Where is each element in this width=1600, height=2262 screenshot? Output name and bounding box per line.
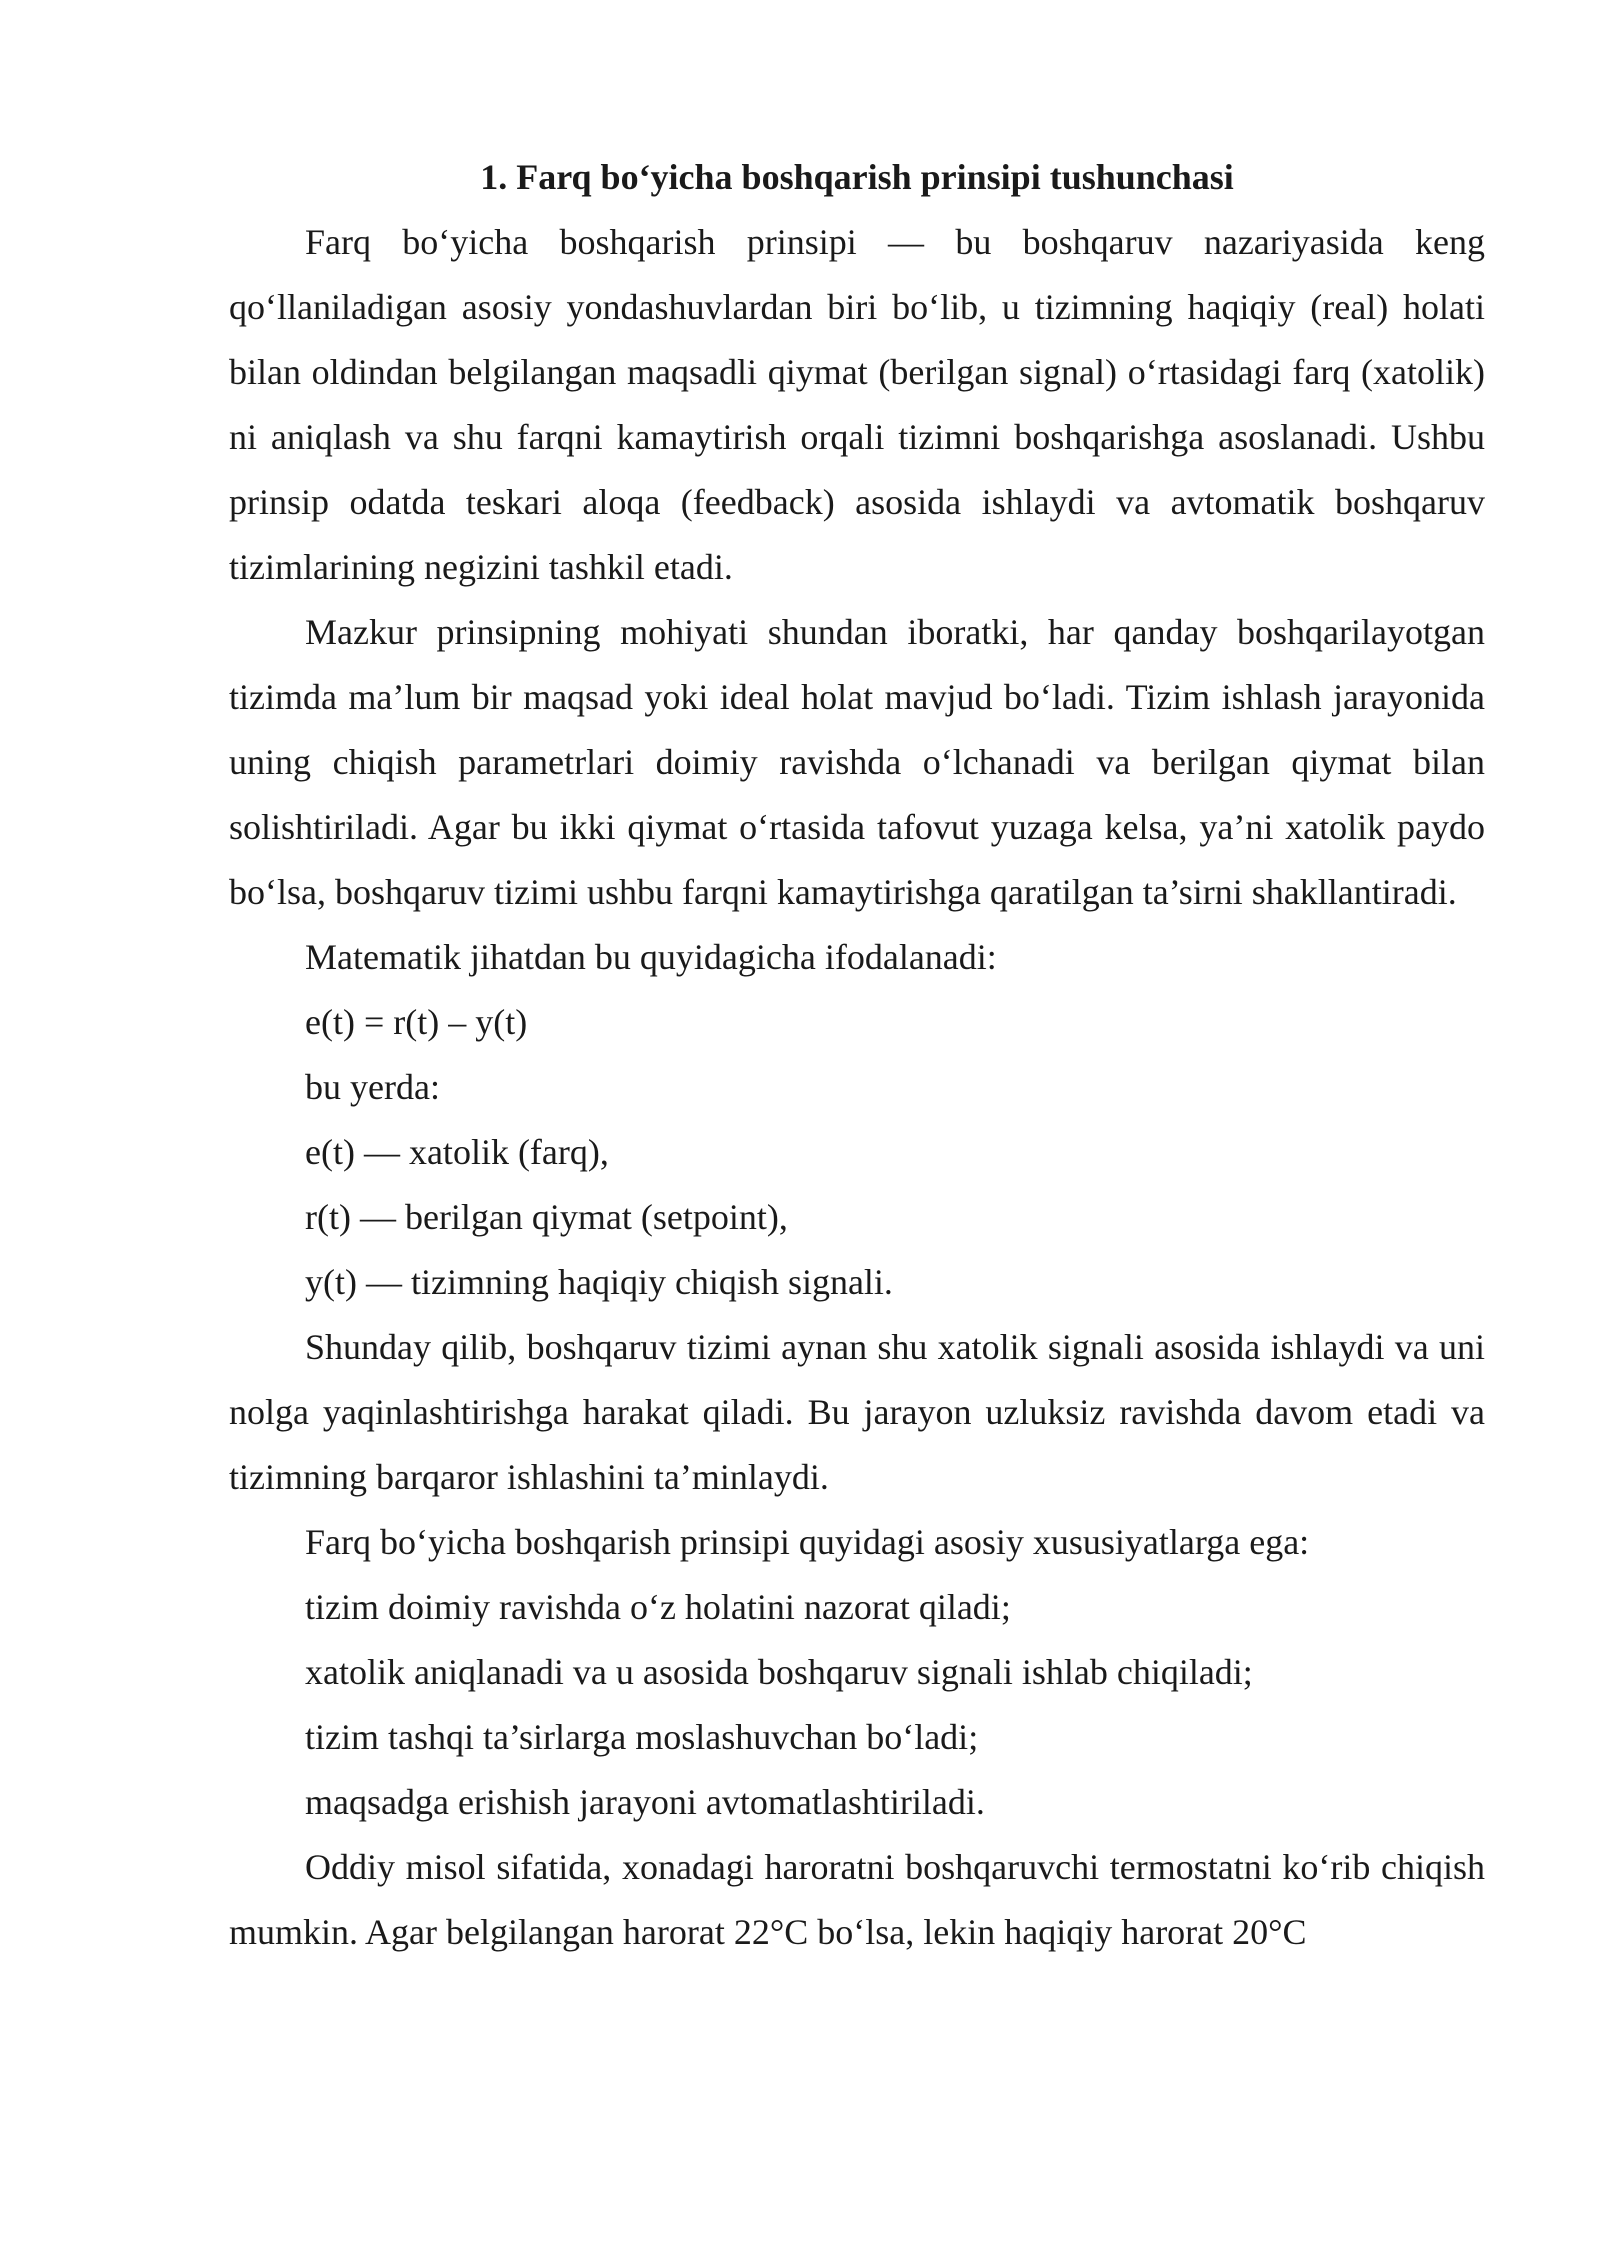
- definition-e: e(t) — xatolik (farq),: [305, 1132, 609, 1172]
- paragraph-example: Oddiy misol sifatida, xonadagi haroratni boshqaruvchi termostatni ko‘rib chiqish mumkin. Agar belgilangan harorat 22°C bo‘lsa, lekin haqiqiy harorat 20°C: [229, 1847, 1485, 1952]
- math-intro: Matematik jihatdan bu quyidagicha ifodalanadi:: [305, 937, 997, 977]
- definition-r: r(t) — berilgan qiymat (setpoint),: [305, 1197, 788, 1237]
- features-intro: Farq bo‘yicha boshqarish prinsipi quyidagi asosiy xususiyatlarga ega:: [305, 1522, 1310, 1562]
- where-label: bu yerda:: [305, 1067, 440, 1107]
- paragraph-definition: Farq bo‘yicha boshqarish prinsipi — bu boshqaruv nazariyasida keng qo‘llaniladigan asosiy yondashuvlardan biri bo‘lib, u tizimning haqiqiy (real) holati bilan oldindan belgilangan maqsadli qiymat (berilgan signal) o‘rtasidagi farq (xatolik) ni aniqlash va shu farqni kamaytirish orqali tizimni boshqarishga asoslanadi. Ushbu prinsip odatda teskari aloqa (feedback) asosida ishlaydi va avtomatik boshqaruv tizimlarining negizini tashkil etadi.: [229, 222, 1485, 587]
- feature-item: maqsadga erishish jarayoni avtomatlashtiriladi.: [305, 1782, 985, 1822]
- document-body: [229, 145, 1485, 1965]
- paragraph-essence: Mazkur prinsipning mohiyati shundan iboratki, har qanday boshqarilayotgan tizimda ma’lum bir maqsad yoki ideal holat mavjud bo‘ladi. Tizim ishlash jarayonida uning chiqish parametrlari doimiy ravishda o‘lchanadi va berilgan qiymat bilan solishtiriladi. Agar bu ikki qiymat o‘rtasida tafovut yuzaga kelsa, ya’ni xatolik paydo bo‘lsa, boshqaruv tizimi ushbu farqni kamaytirishga qaratilgan ta’sirni shakllantiradi.: [229, 612, 1485, 912]
- formula: e(t) = r(t) – y(t): [305, 1002, 528, 1042]
- section-title: 1. Farq bo‘yicha boshqarish prinsipi tushunchasi: [480, 157, 1234, 197]
- feature-item: tizim doimiy ravishda o‘z holatini nazorat qiladi;: [305, 1587, 1011, 1627]
- paragraph-conclusion: Shunday qilib, boshqaruv tizimi aynan shu xatolik signali asosida ishlaydi va uni nolga yaqinlashtirishga harakat qiladi. Bu jarayon uzluksiz ravishda davom etadi va tizimning barqaror ishlashini ta’minlaydi.: [229, 1327, 1485, 1497]
- feature-item: xatolik aniqlanadi va u asosida boshqaruv signali ishlab chiqiladi;: [305, 1652, 1253, 1692]
- definition-y: y(t) — tizimning haqiqiy chiqish signali.: [305, 1262, 893, 1302]
- feature-item: tizim tashqi ta’sirlarga moslashuvchan bo‘ladi;: [305, 1717, 979, 1757]
